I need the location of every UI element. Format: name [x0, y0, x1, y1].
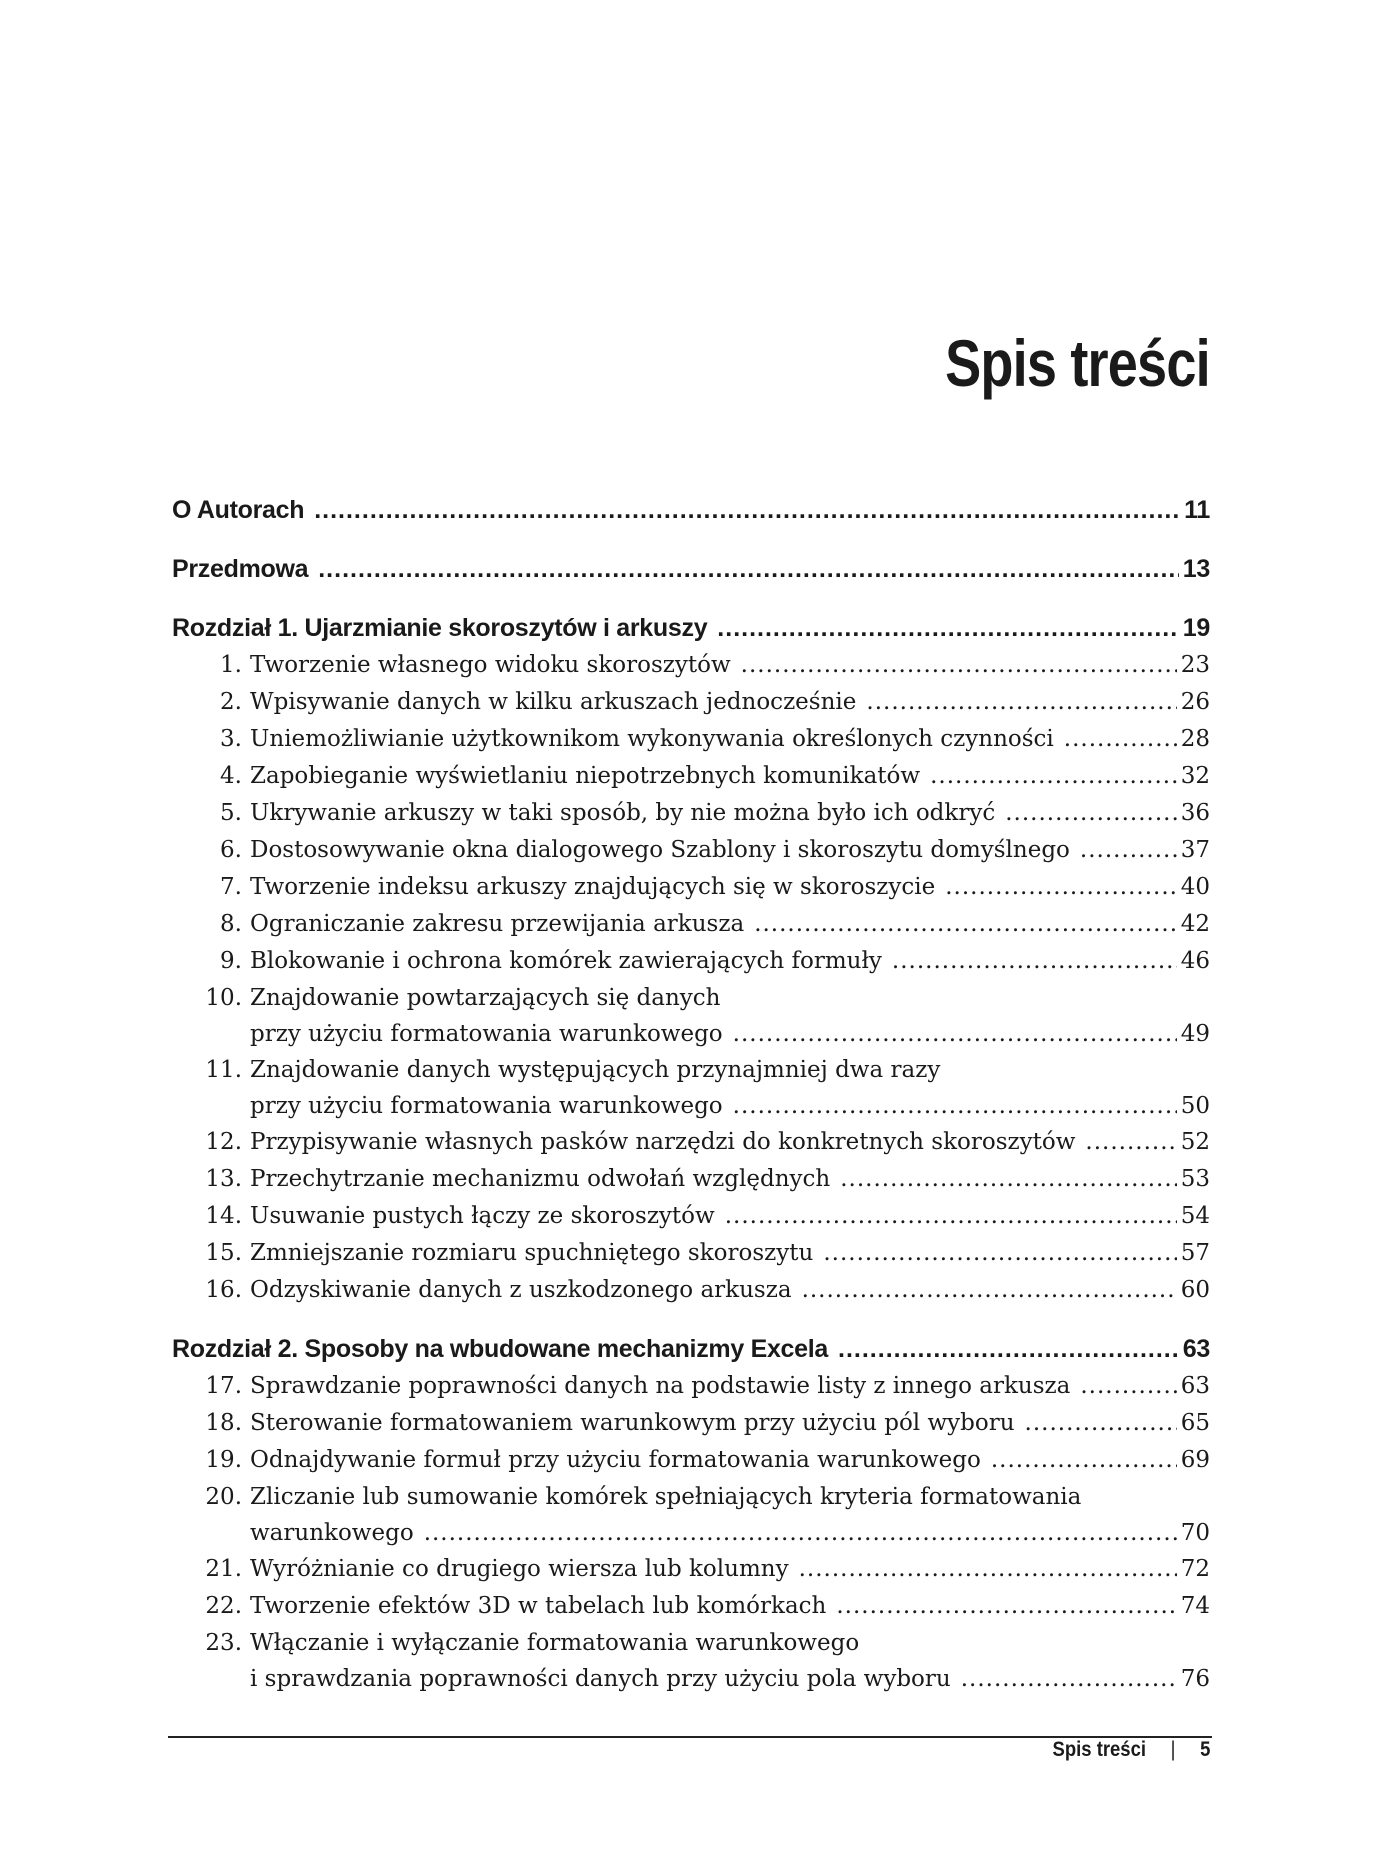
- section-number: 15.: [205, 1240, 242, 1266]
- section-number: 14.: [205, 1203, 242, 1229]
- dot-leader: [836, 1588, 1176, 1625]
- section-title-line2: przy użyciu formatowania warunkowego: [250, 1093, 723, 1119]
- page-number: 69: [1180, 1447, 1210, 1473]
- toc-section-entry: [172, 795, 1210, 832]
- dot-leader: [1080, 1368, 1176, 1405]
- section-number: 10.: [205, 985, 242, 1011]
- section-title-line1: Znajdowanie danych występujących przynajmniej dwa razy: [250, 1057, 941, 1083]
- toc-section-entry: [172, 1405, 1210, 1442]
- dot-leader: [799, 1551, 1177, 1588]
- toc-section-entry: [172, 1479, 1210, 1551]
- page-number: 57: [1180, 1240, 1210, 1266]
- page-number: 32: [1180, 763, 1210, 789]
- page-footer: [1052, 1738, 1210, 1762]
- section-title: Przypisywanie własnych pasków narzędzi do konkretnych skoroszytów: [250, 1129, 1076, 1155]
- page-number: 53: [1180, 1166, 1210, 1192]
- page-number: 28: [1180, 726, 1210, 752]
- dot-leader: [1085, 1124, 1176, 1161]
- section-title-line2: przy użyciu formatowania warunkowego: [250, 1021, 723, 1047]
- toc-section-entry: [172, 1052, 1210, 1124]
- toc-section-entry: [172, 1198, 1210, 1235]
- section-title: Zmniejszanie rozmiaru spuchniętego skoroszytu: [250, 1240, 814, 1266]
- section-title-line1: Znajdowanie powtarzających się danych: [250, 985, 721, 1011]
- toc-section-entry: [172, 906, 1210, 943]
- dot-leader: [754, 906, 1177, 943]
- page-number: 49: [1180, 1021, 1210, 1047]
- dot-leader: [866, 684, 1176, 721]
- footer-label: Spis treści: [1052, 1738, 1146, 1761]
- section-title-line2: i sprawdzania poprawności danych przy użyciu pola wyboru: [250, 1666, 951, 1692]
- section-title: Sprawdzanie poprawności danych na podstawie listy z innego arkusza: [250, 1373, 1071, 1399]
- toc-section-entry: [172, 869, 1210, 906]
- page-number: 40: [1180, 874, 1210, 900]
- section-number: 9.: [220, 948, 242, 974]
- chapter-title: Rozdział 1. Ujarzmianie skoroszytów i arkuszy: [172, 614, 708, 642]
- toc-chapter-entry: [172, 492, 1210, 529]
- section-title-line2-row: [250, 1016, 1210, 1052]
- page-number: 63: [1182, 1335, 1210, 1363]
- section-title: Ograniczanie zakresu przewijania arkusza: [250, 911, 745, 937]
- section-number: 4.: [220, 763, 242, 789]
- toc-section-entry: [172, 1551, 1210, 1588]
- page-number: 42: [1180, 911, 1210, 937]
- section-number: 18.: [205, 1410, 242, 1436]
- section-number: 19.: [205, 1447, 242, 1473]
- section-title-line2-row: [250, 1515, 1210, 1551]
- dot-leader: [1064, 721, 1177, 758]
- dot-leader: [802, 1272, 1177, 1309]
- page-number: 50: [1180, 1093, 1210, 1119]
- dot-leader: [733, 1088, 1177, 1124]
- page-number: 46: [1180, 948, 1210, 974]
- toc-section-entry: [172, 832, 1210, 869]
- page-number: 36: [1180, 800, 1210, 826]
- toc-section-entry: [172, 1235, 1210, 1272]
- dot-leader: [725, 1198, 1177, 1235]
- dot-leader: [424, 1515, 1177, 1551]
- page-number: 76: [1180, 1666, 1210, 1692]
- page-number: 23: [1180, 652, 1210, 678]
- chapter-title: O Autorach: [172, 496, 305, 524]
- dot-leader: [1080, 832, 1177, 869]
- dot-leader: [1025, 1405, 1177, 1442]
- section-number: 13.: [205, 1166, 242, 1192]
- section-number: 20.: [205, 1484, 242, 1510]
- section-title-line1: Zliczanie lub sumowanie komórek spełniających kryteria formatowania: [250, 1484, 1082, 1510]
- page-number: 63: [1180, 1373, 1210, 1399]
- section-number: 8.: [220, 911, 242, 937]
- page-number: 74: [1180, 1593, 1210, 1619]
- dot-leader: [1005, 795, 1177, 832]
- dot-leader: [840, 1161, 1177, 1198]
- section-number: 12.: [205, 1129, 242, 1155]
- toc-section-entry: [172, 980, 1210, 1052]
- dot-leader: [318, 551, 1179, 588]
- toc-section-entry: [172, 1124, 1210, 1161]
- toc-chapter-entry: [172, 551, 1210, 588]
- section-number: 3.: [220, 726, 242, 752]
- page-number: 54: [1180, 1203, 1210, 1229]
- section-number: 11.: [205, 1057, 242, 1083]
- page-number: 70: [1180, 1520, 1210, 1546]
- toc-chapter-entry: [172, 610, 1210, 647]
- dot-leader: [991, 1442, 1177, 1479]
- toc-chapter-entry: [172, 1331, 1210, 1368]
- section-title: Odnajdywanie formuł przy użyciu formatowania warunkowego: [250, 1447, 981, 1473]
- dot-leader: [823, 1235, 1176, 1272]
- toc-section-entry: [172, 647, 1210, 684]
- section-number: 1.: [220, 652, 242, 678]
- chapter-title: Przedmowa: [172, 555, 309, 583]
- section-title: Wyróżnianie co drugiego wiersza lub kolumny: [250, 1556, 789, 1582]
- section-number: 17.: [205, 1373, 242, 1399]
- dot-leader: [961, 1661, 1177, 1697]
- toc-section-entry: [172, 1442, 1210, 1479]
- section-number: 5.: [220, 800, 242, 826]
- toc-section-entry: [172, 1161, 1210, 1198]
- page-number: 19: [1182, 614, 1210, 642]
- page-number: 13: [1182, 555, 1210, 583]
- page-number: 72: [1180, 1556, 1210, 1582]
- section-title: Usuwanie pustych łączy ze skoroszytów: [250, 1203, 715, 1229]
- dot-leader: [717, 610, 1178, 647]
- toc-section-entry: [172, 943, 1210, 980]
- footer-page-number: 5: [1199, 1738, 1210, 1761]
- dot-leader: [314, 492, 1180, 529]
- section-number: 6.: [220, 837, 242, 863]
- section-title-line2-row: [250, 1088, 1210, 1124]
- section-title-line2-row: [250, 1661, 1210, 1697]
- section-title: Tworzenie własnego widoku skoroszytów: [250, 652, 731, 678]
- toc-section-entry: [172, 1625, 1210, 1697]
- section-number: 23.: [205, 1630, 242, 1656]
- page-number: 26: [1180, 689, 1210, 715]
- section-number: 21.: [205, 1556, 242, 1582]
- section-title: Uniemożliwianie użytkownikom wykonywania określonych czynności: [250, 726, 1054, 752]
- page-title: Spis treści: [945, 326, 1210, 400]
- toc-section-entry: [172, 1272, 1210, 1309]
- section-number: 7.: [220, 874, 242, 900]
- dot-leader: [945, 869, 1176, 906]
- page-number: 60: [1180, 1277, 1210, 1303]
- section-title-line1: Włączanie i wyłączanie formatowania warunkowego: [250, 1630, 860, 1656]
- toc-section-entry: [172, 1368, 1210, 1405]
- page-number: 65: [1180, 1410, 1210, 1436]
- dot-leader: [838, 1331, 1179, 1368]
- chapter-title: Rozdział 2. Sposoby na wbudowane mechanizmy Excela: [172, 1335, 829, 1363]
- section-title-line2: warunkowego: [250, 1520, 414, 1546]
- section-title: Tworzenie efektów 3D w tabelach lub komórkach: [250, 1593, 827, 1619]
- toc-section-entry: [172, 758, 1210, 795]
- table-of-contents: [172, 492, 1210, 1697]
- section-title: Dostosowywanie okna dialogowego Szablony i skoroszytu domyślnego: [250, 837, 1070, 863]
- section-number: 22.: [205, 1593, 242, 1619]
- section-title: Sterowanie formatowaniem warunkowym przy użyciu pól wyboru: [250, 1410, 1015, 1436]
- dot-leader: [930, 758, 1177, 795]
- page-number: 11: [1184, 496, 1210, 524]
- dot-leader: [741, 647, 1177, 684]
- section-title: Zapobieganie wyświetlaniu niepotrzebnych komunikatów: [250, 763, 921, 789]
- section-title: Odzyskiwanie danych z uszkodzonego arkusza: [250, 1277, 792, 1303]
- section-number: 2.: [220, 689, 242, 715]
- section-title: Ukrywanie arkuszy w taki sposób, by nie można było ich odkryć: [250, 800, 996, 826]
- section-title: Blokowanie i ochrona komórek zawierających formuły: [250, 948, 882, 974]
- page-number: 37: [1180, 837, 1210, 863]
- section-title: Wpisywanie danych w kilku arkuszach jednocześnie: [250, 689, 857, 715]
- toc-section-entry: [172, 684, 1210, 721]
- toc-section-entry: [172, 721, 1210, 758]
- dot-leader: [892, 943, 1177, 980]
- page-number: 52: [1180, 1129, 1210, 1155]
- toc-section-entry: [172, 1588, 1210, 1625]
- dot-leader: [733, 1016, 1177, 1052]
- footer-separator: |: [1170, 1738, 1176, 1761]
- section-number: 16.: [205, 1277, 242, 1303]
- section-title: Tworzenie indeksu arkuszy znajdujących się w skoroszycie: [250, 874, 936, 900]
- section-title: Przechytrzanie mechanizmu odwołań względnych: [250, 1166, 831, 1192]
